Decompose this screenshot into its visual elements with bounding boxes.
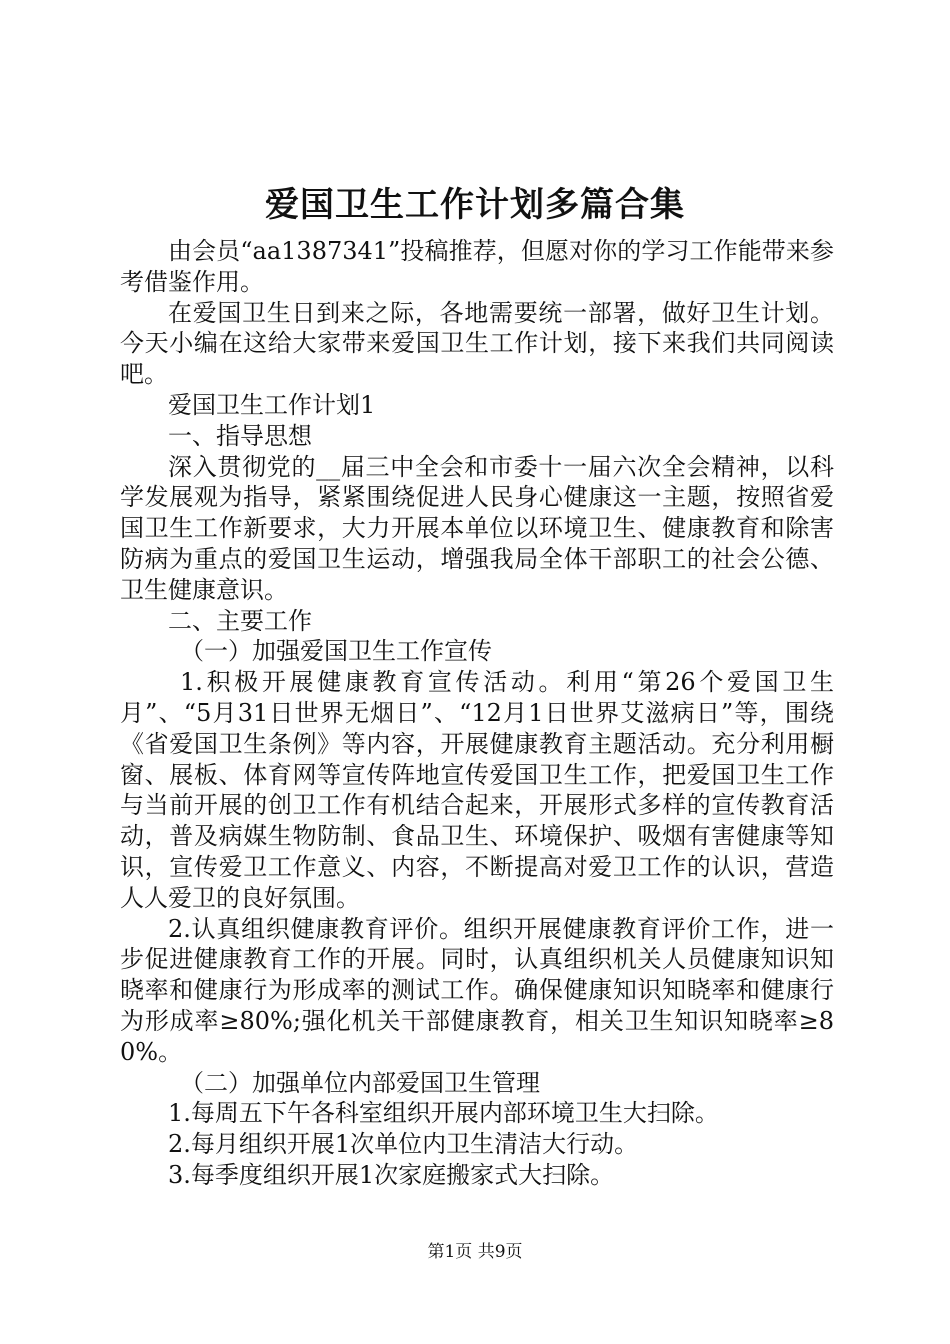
paragraph: 一、指导思想 [168,421,312,450]
paragraph: 由会员“aa1387341”投稿推荐，但愿对你的学习工作能带来参考借鉴作用。 [120,237,834,296]
paragraph: 深入贯彻党的__届三中全会和市委十一届六次全会精神，以科学发展观为指导，紧紧围绕促进人民身心健康这一主题，按照省爱国卫生工作新要求，大力开展本单位以环境卫生、健康教育和除害防病为重点的爱国卫生运动，增强我局全体干部职工的社会公德、卫生健康意识。 [120,452,834,604]
paragraph: 二、主要工作 [168,606,312,635]
page-footer: 第1页 共9页 [427,1242,523,1262]
paragraph: 1.积极开展健康教育宣传活动。利用“第26个爱国卫生月”、“5月31日世界无烟日”、“12月1日世界艾滋病日”等，围绕《省爱国卫生条例》等内容，开展健康教育主题活动。充分利用橱窗、展板、体育网等宣传阵地宣传爱国卫生工作，把爱国卫生工作与当前开展的创卫工作有机结合起来，开展形式多样的宣传教育活动，普及病媒生物防制、食品卫生、环境保护、吸烟有害健康等知识，宣传爱卫工作意义、内容，不断提高对爱卫工作的认识，营造人人爱卫的良好氛围。 [120,668,834,912]
paragraph: （二）加强单位内部爱国卫生管理 [180,1068,540,1097]
document-title: 爱国卫生工作计划多篇合集 [265,185,685,225]
paragraph: 爱国卫生工作计划1 [168,390,376,419]
paragraph: 1.每周五下午各科室组织开展内部环境卫生大扫除。 [168,1099,719,1128]
document-body [120,236,834,1191]
paragraph: （一）加强爱国卫生工作宣传 [180,637,492,666]
paragraph: 2.每月组织开展1次单位内卫生清洁大行动。 [168,1130,639,1159]
paragraph: 在爱国卫生日到来之际，各地需要统一部署，做好卫生计划。今天小编在这给大家带来爱国卫生工作计划，接下来我们共同阅读吧。 [120,298,834,389]
paragraph: 3.每季度组织开展1次家庭搬家式大扫除。 [168,1160,615,1189]
paragraph: 2.认真组织健康教育评价。组织开展健康教育评价工作，进一步促进健康教育工作的开展。同时，认真组织机关人员健康知识知晓率和健康行为形成率的测试工作。确保健康知识知晓率和健康行为形成率≥80%;强化机关干部健康教育，相关卫生知识知晓率≥80%。 [120,914,834,1066]
